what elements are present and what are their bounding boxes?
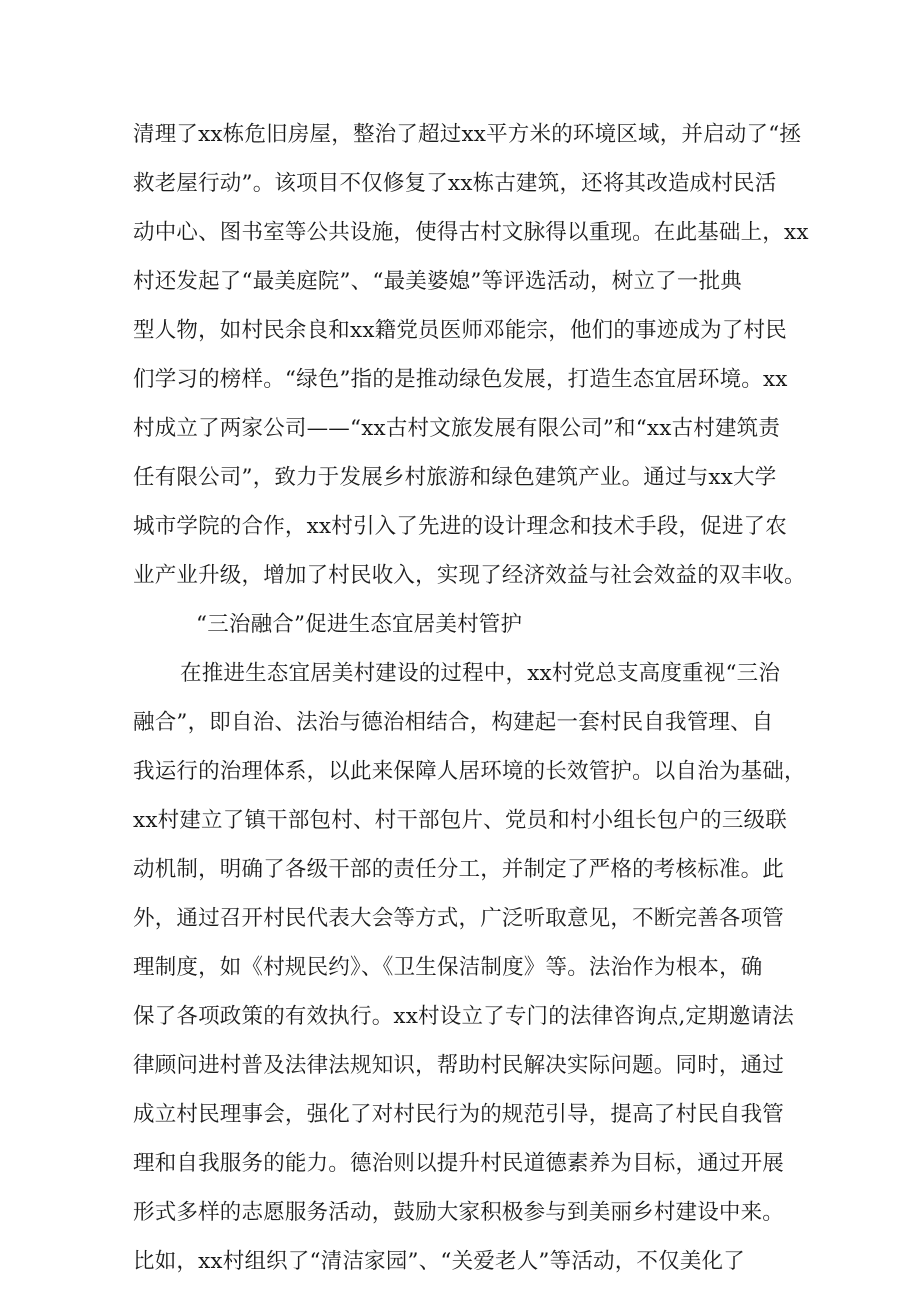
paragraph-line: 外，通过召开村民代表大会等方式，广泛听取意见，不断完善各项管 xyxy=(133,906,785,931)
paragraph-line: 动机制，明确了各级干部的责任分工，并制定了严格的考核标准。此 xyxy=(133,857,785,882)
paragraph-line: 形式多样的志愿服务活动，鼓励大家积极参与到美丽乡村建设中来。 xyxy=(133,1200,785,1225)
paragraph-line: 理制度，如《村规民约》、《卫生保洁制度》等。法治作为根本，确 xyxy=(133,955,763,980)
paragraph-line: 理和自我服务的能力。德治则以提升村民道德素养为目标，通过开展 xyxy=(133,1151,785,1176)
paragraph-line: 任有限公司”，致力于发展乡村旅游和绿色建筑产业。通过与xx大学 xyxy=(133,465,777,490)
paragraph-line: 融合”，即自治、法治与德治相结合，构建起一套村民自我管理、自 xyxy=(133,710,774,735)
paragraph-line: 动中心、图书室等公共设施，使得古村文脉得以重现。在此基础上，xx xyxy=(133,220,809,245)
section-heading: “三治融合”促进生态宜居美村管护 xyxy=(196,612,523,637)
paragraph-line: 在推进生态宜居美村建设的过程中，xx村党总支高度重视“三治 xyxy=(180,661,781,686)
paragraph-line: 律顾问进村普及法律法规知识，帮助村民解决实际问题。同时，通过 xyxy=(133,1053,785,1078)
paragraph-line: 成立村民理事会，强化了对村民行为的规范引导，提高了村民自我管 xyxy=(133,1102,785,1127)
paragraph-line: 救老屋行动”。该项目不仅修复了xx栋古建筑，还将其改造成村民活 xyxy=(133,171,777,196)
paragraph-line: 们学习的榜样。“绿色”指的是推动绿色发展，打造生态宜居环境。xx xyxy=(133,367,788,392)
paragraph-line: 我运行的治理体系，以此来保障人居环境的长效管护。以自治为基础， xyxy=(133,759,806,784)
paragraph-line: xx村建立了镇干部包村、村干部包片、党员和村小组长包户的三级联 xyxy=(133,808,787,833)
paragraph-line: 村成立了两家公司——“xx古村文旅发展有限公司”和“xx古村建筑责 xyxy=(133,416,781,441)
paragraph-line: 型人物，如村民余良和xx籍党员医师邓能宗，他们的事迹成为了村民 xyxy=(133,318,787,343)
paragraph-line: 业产业升级，增加了村民收入，实现了经济效益与社会效益的双丰收。 xyxy=(133,563,806,588)
paragraph-line: 村还发起了“最美庭院”、“最美婆媳”等评选活动，树立了一批典 xyxy=(133,269,742,294)
paragraph-line: 清理了xx栋危旧房屋，整治了超过xx平方米的环境区域，并启动了“拯 xyxy=(133,122,802,147)
paragraph-line: 城市学院的合作，xx村引入了先进的设计理念和技术手段，促进了农 xyxy=(133,514,787,539)
paragraph-line: 保了各项政策的有效执行。xx村设立了专门的法律咨询点,定期邀请法 xyxy=(133,1004,794,1029)
paragraph-line: 比如，xx村组织了“清洁家园”、“关爱老人”等活动，不仅美化了 xyxy=(133,1249,745,1274)
